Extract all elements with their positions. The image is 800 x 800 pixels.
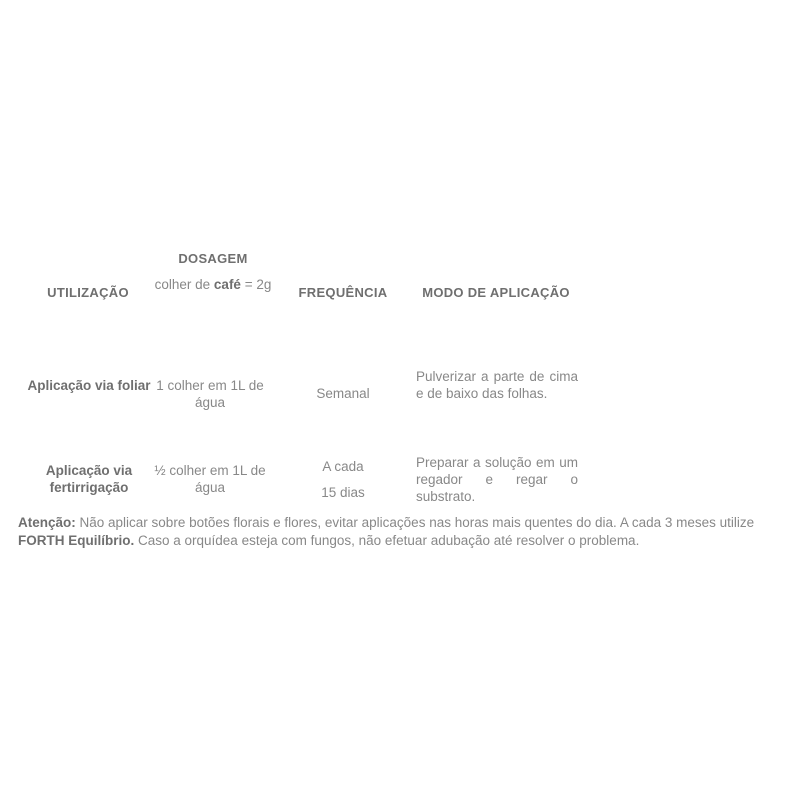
dosagem-subtitle-pre: colher de xyxy=(154,277,214,292)
row1-modo-aplicacao: Pulverizar a parte de cima e de baixo das folhas. xyxy=(416,369,578,401)
header-dosagem: DOSAGEM xyxy=(178,251,248,266)
dosagem-subtitle-post: = 2g xyxy=(240,277,272,292)
row1-frequencia: Semanal xyxy=(316,386,370,401)
attention-label: Atenção: xyxy=(18,515,76,530)
row2-modo-aplicacao: Preparar a solução em um regador e regar o substrato. xyxy=(416,455,578,504)
header-dosagem-subtitle xyxy=(150,276,276,293)
attention-note xyxy=(18,514,788,550)
header-utilizacao: UTILIZAÇÃO xyxy=(47,285,129,300)
header-frequencia: FREQUÊNCIA xyxy=(298,285,388,300)
row1-dosagem: 1 colher em 1L de água xyxy=(156,378,264,410)
row2-frequencia-line1: A cada xyxy=(322,459,364,474)
dosagem-subtitle-bold: café xyxy=(213,277,241,292)
product-name: FORTH Equilíbrio. xyxy=(18,533,135,548)
row1-utilizacao: Aplicação via foliar xyxy=(27,378,151,393)
header-modo-aplicacao: MODO DE APLICAÇÃO xyxy=(422,285,570,300)
row2-utilizacao: Aplicação via fertirrigação xyxy=(45,463,133,495)
attention-text-1: Não aplicar sobre botões florais e flores, evitar aplicações nas horas mais quentes do dia. A cada 3 meses utilize xyxy=(75,515,755,530)
attention-text-2: Caso a orquídea esteja com fungos, não efetuar adubação até resolver o problema. xyxy=(134,533,640,548)
row2-dosagem: ½ colher em 1L de água xyxy=(154,463,266,495)
row2-frequencia-line2: 15 dias xyxy=(321,485,365,500)
